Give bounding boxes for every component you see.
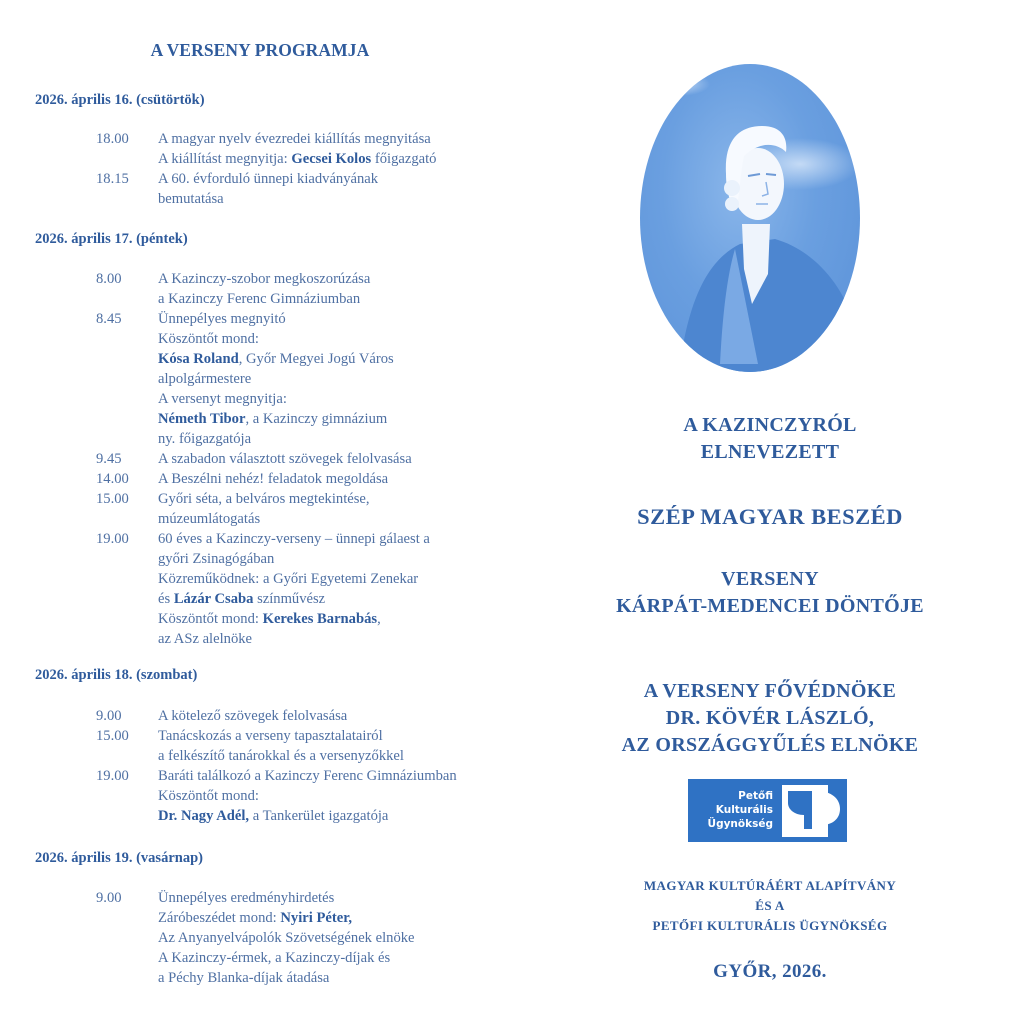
- patron-line-1: A VERSENY FŐVÉDNÖKE: [643, 680, 897, 702]
- subtitle-block: [560, 412, 980, 466]
- item-time: 9.00: [96, 890, 122, 906]
- description-line: [158, 329, 528, 349]
- text-segment: A Beszélni nehéz! feladatok megoldása: [158, 471, 389, 487]
- text-segment: , a Kazinczy gimnázium: [245, 411, 388, 427]
- main-title: SZÉP MAGYAR BESZÉD: [637, 504, 903, 529]
- description-line: [158, 369, 528, 389]
- description-line: [158, 726, 528, 746]
- description-line: [158, 489, 528, 509]
- program-title: A VERSENY PROGRAMJA: [150, 40, 370, 60]
- item-time: 8.45: [96, 311, 122, 327]
- person-name: Németh Tibor: [158, 411, 246, 427]
- person-name: Kerekes Barnabás: [262, 611, 378, 627]
- text-segment: és: [158, 591, 174, 607]
- text-segment: Köszöntőt mond:: [158, 331, 259, 347]
- subtitle-line-1: A KAZINCZYRÓL: [683, 414, 857, 436]
- item-description: [158, 888, 528, 988]
- competition-line-1: VERSENY: [721, 568, 819, 590]
- text-segment: a Kazinczy Ferenc Gimnáziumban: [158, 291, 361, 307]
- person-name: Nyiri Péter,: [280, 910, 352, 926]
- organizers-line-3: PETŐFI KULTURÁLIS ÜGYNÖKSÉG: [652, 918, 888, 933]
- item-description: [158, 726, 528, 766]
- item-description: [158, 309, 528, 449]
- description-line: [158, 629, 528, 649]
- description-line: [158, 806, 528, 826]
- text-segment: győri Zsinagógában: [158, 551, 275, 567]
- portrait-image: [640, 64, 860, 372]
- text-segment: ,: [377, 611, 381, 627]
- city-year-block: [560, 961, 980, 983]
- day-heading: 2026. április 19. (vasárnap): [35, 850, 203, 866]
- organizers-block: [560, 876, 980, 936]
- competition-block: [560, 566, 980, 620]
- logo-line-3: Ügynökség: [707, 818, 773, 830]
- description-line: [158, 888, 528, 908]
- item-time: 19.00: [96, 768, 129, 784]
- text-segment: Ünnepélyes eredményhirdetés: [158, 890, 335, 906]
- description-line: [158, 746, 528, 766]
- description-line: [158, 908, 528, 928]
- text-segment: Záróbeszédet mond:: [158, 910, 281, 926]
- text-segment: a Péchy Blanka-díjak átadása: [158, 970, 330, 986]
- text-segment: az ASz alelnöke: [158, 631, 253, 647]
- text-segment: alpolgármestere: [158, 371, 252, 387]
- item-time: 18.15: [96, 171, 129, 187]
- logo-text: [708, 789, 773, 831]
- description-line: [158, 968, 528, 988]
- text-segment: 60 éves a Kazinczy-verseny – ünnepi gálaest a: [158, 531, 430, 547]
- text-segment: A magyar nyelv évezredei kiállítás megnyitása: [158, 131, 431, 147]
- subtitle-line-2: ELNEVEZETT: [700, 441, 840, 463]
- person-name: Lázár Csaba: [173, 591, 254, 607]
- logo-line-1: Petőfi: [738, 790, 773, 802]
- item-time: 9.00: [96, 708, 122, 724]
- description-line: [158, 449, 528, 469]
- description-line: [158, 766, 528, 786]
- person-name: Kósa Roland: [158, 351, 239, 367]
- person-name: Dr. Nagy Adél,: [158, 808, 250, 824]
- text-segment: színművész: [253, 591, 326, 607]
- organizers-line-2: ÉS A: [755, 898, 785, 913]
- competition-line-2: KÁRPÁT-MEDENCEI DÖNTŐJE: [616, 595, 924, 617]
- item-description: [158, 706, 528, 726]
- description-line: [158, 289, 528, 309]
- text-segment: Köszöntőt mond:: [158, 611, 263, 627]
- text-segment: Tanácskozás a verseny tapasztalatairól: [158, 728, 383, 744]
- text-segment: Ünnepélyes megnyitó: [158, 311, 286, 327]
- description-line: [158, 309, 528, 329]
- text-segment: A kiállítást megnyitja:: [158, 151, 292, 167]
- item-time: 14.00: [96, 471, 129, 487]
- description-line: [158, 589, 528, 609]
- item-time: 9.45: [96, 451, 122, 467]
- text-segment: Közreműködnek: a Győri Egyetemi Zenekar: [158, 571, 419, 587]
- description-line: [158, 389, 528, 409]
- item-time: 8.00: [96, 271, 122, 287]
- text-segment: múzeumlátogatás: [158, 511, 261, 527]
- patron-line-2: DR. KÖVÉR LÁSZLÓ,: [665, 707, 875, 729]
- text-segment: főigazgató: [371, 151, 437, 167]
- logo-line-2: Kulturális: [715, 804, 773, 816]
- item-description: [158, 489, 528, 529]
- text-segment: ny. főigazgatója: [158, 431, 252, 447]
- item-time: 19.00: [96, 531, 129, 547]
- item-description: [158, 129, 528, 169]
- item-time: 15.00: [96, 728, 129, 744]
- description-line: [158, 189, 528, 209]
- description-line: [158, 529, 528, 549]
- text-segment: A Kazinczy-szobor megkoszorúzása: [158, 271, 371, 287]
- organizers-line-1: MAGYAR KULTÚRÁÉRT ALAPÍTVÁNY: [643, 878, 897, 893]
- text-segment: A versenyt megnyitja:: [158, 391, 287, 407]
- description-line: [158, 129, 528, 149]
- description-line: [158, 786, 528, 806]
- patron-line-3: AZ ORSZÁGGYŰLÉS ELNÖKE: [621, 734, 919, 756]
- description-line: [158, 409, 528, 429]
- text-segment: , Győr Megyei Jogú Város: [238, 351, 394, 367]
- description-line: [158, 948, 528, 968]
- description-line: [158, 269, 528, 289]
- text-segment: a Tankerület igazgatója: [249, 808, 389, 824]
- item-description: [158, 269, 528, 309]
- patron-block: [560, 678, 980, 759]
- text-segment: Az Anyanyelvápolók Szövetségének elnöke: [158, 930, 415, 946]
- item-description: [158, 529, 528, 649]
- text-segment: A Kazinczy-érmek, a Kazinczy-díjak és: [158, 950, 391, 966]
- description-line: [158, 429, 528, 449]
- text-segment: A kötelező szövegek felolvasása: [158, 708, 348, 724]
- description-line: [158, 549, 528, 569]
- item-time: 15.00: [96, 491, 129, 507]
- description-line: [158, 349, 528, 369]
- day-heading: 2026. április 16. (csütörtök): [35, 92, 205, 108]
- text-segment: Baráti találkozó a Kazinczy Ferenc Gimnáziumban: [158, 768, 457, 784]
- item-description: [158, 169, 528, 209]
- item-time: 18.00: [96, 131, 129, 147]
- description-line: [158, 509, 528, 529]
- city-year: GYŐR, 2026.: [713, 961, 827, 982]
- item-description: [158, 449, 528, 469]
- description-line: [158, 609, 528, 629]
- text-segment: a felkészítő tanárokkal és a versenyzőkkel: [158, 748, 404, 764]
- petofi-agency-logo: [688, 779, 847, 842]
- text-segment: bemutatása: [158, 191, 224, 207]
- text-segment: Köszöntőt mond:: [158, 788, 259, 804]
- item-description: [158, 766, 528, 826]
- portrait-engraving-icon: [640, 64, 860, 372]
- day-heading: 2026. április 18. (szombat): [35, 667, 198, 683]
- description-line: [158, 149, 528, 169]
- pilcrow-p-logo-icon: [782, 785, 840, 837]
- text-segment: A 60. évforduló ünnepi kiadványának: [158, 171, 379, 187]
- description-line: [158, 569, 528, 589]
- description-line: [158, 469, 528, 489]
- text-segment: Győri séta, a belváros megtekintése,: [158, 491, 370, 507]
- text-segment: A szabadon választott szövegek felolvasása: [158, 451, 412, 467]
- person-name: Gecsei Kolos: [291, 151, 372, 167]
- item-description: [158, 469, 528, 489]
- description-line: [158, 928, 528, 948]
- description-line: [158, 706, 528, 726]
- description-line: [158, 169, 528, 189]
- main-title-block: [560, 504, 980, 530]
- day-heading: 2026. április 17. (péntek): [35, 231, 188, 247]
